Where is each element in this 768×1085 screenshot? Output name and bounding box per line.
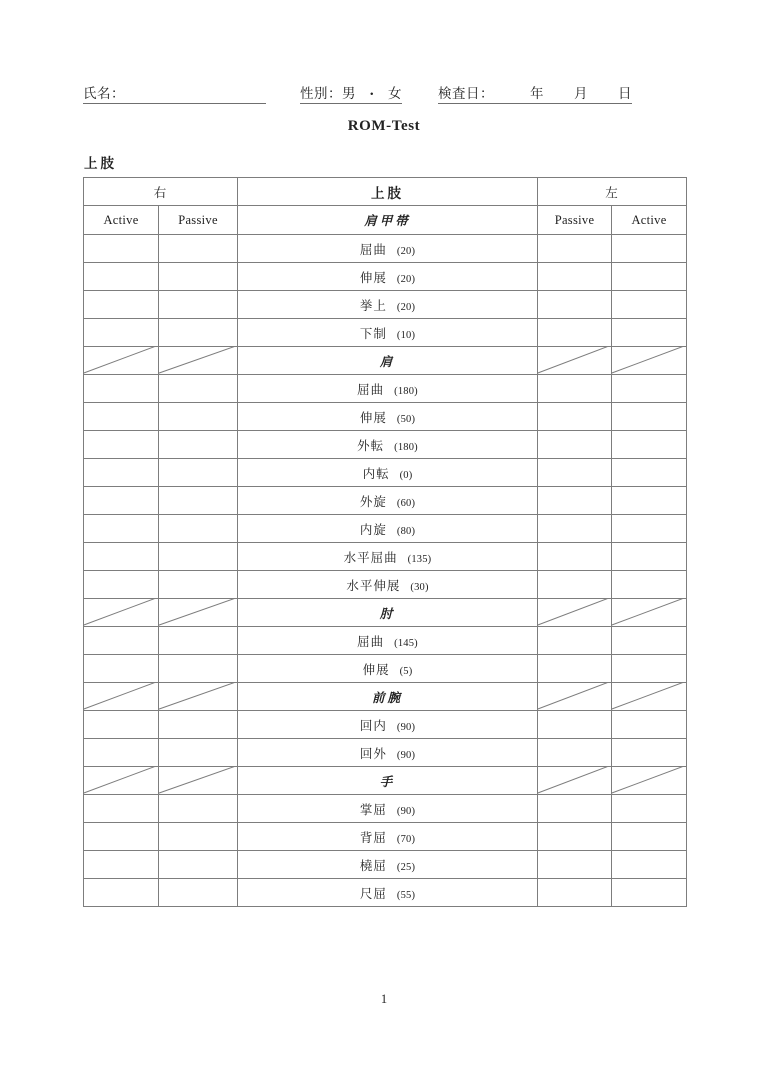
exam-date-month-unit: 月 xyxy=(574,86,588,101)
input-right-active[interactable] xyxy=(84,543,159,571)
input-right-passive[interactable] xyxy=(159,319,238,347)
measurement-normal-value: (20) xyxy=(396,273,416,285)
input-left-passive[interactable] xyxy=(538,263,612,291)
input-left-active[interactable] xyxy=(612,487,687,515)
patient-sex-field[interactable] xyxy=(300,85,402,104)
table-row-measurement xyxy=(84,235,687,263)
measurement-normal-value: (20) xyxy=(396,301,416,313)
measurement-normal-value: (80) xyxy=(396,525,416,537)
exam-date-day-unit: 日 xyxy=(618,86,632,101)
table-row-measurement xyxy=(84,431,687,459)
input-left-active[interactable] xyxy=(612,375,687,403)
measurement-normal-value: (20) xyxy=(396,245,416,257)
input-right-passive[interactable] xyxy=(159,795,238,823)
input-left-active[interactable] xyxy=(612,459,687,487)
body-region-label: 上肢 xyxy=(84,156,117,172)
input-left-active[interactable] xyxy=(612,627,687,655)
input-left-active[interactable] xyxy=(612,739,687,767)
measurement-name: 回内 xyxy=(359,718,387,733)
measurement-label xyxy=(238,375,538,403)
section-blank-left-passive xyxy=(538,767,612,795)
measurement-normal-value: (5) xyxy=(399,665,413,677)
exam-date-year-unit: 年 xyxy=(530,86,544,101)
input-right-active[interactable] xyxy=(84,487,159,515)
measurement-normal-value: (30) xyxy=(410,581,429,593)
input-left-active[interactable] xyxy=(612,851,687,879)
measurement-name: 内転 xyxy=(362,466,390,481)
table-head-column-row xyxy=(84,206,687,235)
measurement-normal-value: (0) xyxy=(399,469,413,481)
input-right-active[interactable] xyxy=(84,711,159,739)
exam-date-field[interactable] xyxy=(438,85,632,104)
header-side-right: 右 xyxy=(84,178,238,206)
table-row-measurement xyxy=(84,459,687,487)
input-right-passive[interactable] xyxy=(159,571,238,599)
input-right-active[interactable] xyxy=(84,459,159,487)
measurement-name: 伸展 xyxy=(362,662,390,677)
section-blank-left-active xyxy=(612,767,687,795)
section-blank-right-active xyxy=(84,767,159,795)
input-right-passive[interactable] xyxy=(159,263,238,291)
input-left-passive[interactable] xyxy=(538,403,612,431)
input-right-active[interactable] xyxy=(84,263,159,291)
section-header-name: 手 xyxy=(238,767,538,795)
table-row-measurement xyxy=(84,515,687,543)
input-left-passive[interactable] xyxy=(538,319,612,347)
section-blank-left-active xyxy=(612,683,687,711)
input-right-passive[interactable] xyxy=(159,879,238,907)
input-right-active[interactable] xyxy=(84,235,159,263)
column-header-right-passive: Passive xyxy=(159,206,238,235)
measurement-label xyxy=(238,543,538,571)
measurement-normal-value: (180) xyxy=(394,385,418,397)
header-body-part: 上肢 xyxy=(238,178,538,206)
measurement-label xyxy=(238,515,538,543)
input-right-active[interactable] xyxy=(84,571,159,599)
measurement-label xyxy=(238,851,538,879)
measurement-name: 回外 xyxy=(359,746,387,761)
table-row-measurement xyxy=(84,319,687,347)
sex-separator: ・ xyxy=(365,87,379,102)
input-left-passive[interactable] xyxy=(538,571,612,599)
input-right-active[interactable] xyxy=(84,403,159,431)
measurement-normal-value: (10) xyxy=(396,329,416,341)
measurement-label xyxy=(238,459,538,487)
input-left-active[interactable] xyxy=(612,655,687,683)
table-row-measurement xyxy=(84,403,687,431)
page-number: 1 xyxy=(380,992,388,1006)
table-row-measurement xyxy=(84,795,687,823)
table-head-side-row xyxy=(84,178,687,206)
input-left-active[interactable] xyxy=(612,431,687,459)
input-left-passive[interactable] xyxy=(538,431,612,459)
table-row-section xyxy=(84,599,687,627)
measurement-name: 内旋 xyxy=(359,522,387,537)
section-blank-right-passive xyxy=(159,347,238,375)
input-left-passive[interactable] xyxy=(538,655,612,683)
measurement-normal-value: (90) xyxy=(396,749,416,761)
measurement-label xyxy=(238,879,538,907)
measurement-name: 橈屈 xyxy=(359,858,387,873)
input-left-active[interactable] xyxy=(612,795,687,823)
column-header-left-passive: Passive xyxy=(538,206,612,235)
input-right-active[interactable] xyxy=(84,823,159,851)
section-blank-left-passive xyxy=(538,347,612,375)
table-row-measurement xyxy=(84,291,687,319)
input-left-active[interactable] xyxy=(612,823,687,851)
section-header-name: 肩 xyxy=(238,347,538,375)
measurement-name: 屈曲 xyxy=(357,382,385,397)
input-right-active[interactable] xyxy=(84,319,159,347)
measurement-label xyxy=(238,627,538,655)
measurement-name: 伸展 xyxy=(359,410,387,425)
measurement-label xyxy=(238,571,538,599)
patient-name-label: 氏名： xyxy=(83,86,125,101)
input-left-passive[interactable] xyxy=(538,711,612,739)
measurement-label xyxy=(238,431,538,459)
measurement-normal-value: (60) xyxy=(396,497,416,509)
measurement-name: 外旋 xyxy=(359,494,387,509)
table-row-measurement xyxy=(84,739,687,767)
table-row-measurement xyxy=(84,487,687,515)
section-blank-right-passive xyxy=(159,599,238,627)
measurement-normal-value: (90) xyxy=(396,805,416,817)
input-left-active[interactable] xyxy=(612,235,687,263)
input-left-active[interactable] xyxy=(612,291,687,319)
measurement-name: 下制 xyxy=(359,326,387,341)
measurement-normal-value: (50) xyxy=(396,413,416,425)
input-left-passive[interactable] xyxy=(538,879,612,907)
input-left-passive[interactable] xyxy=(538,235,612,263)
rom-measurement-table xyxy=(83,177,687,907)
input-left-active[interactable] xyxy=(612,543,687,571)
measurement-label xyxy=(238,739,538,767)
input-right-passive[interactable] xyxy=(159,431,238,459)
input-right-passive[interactable] xyxy=(159,235,238,263)
input-right-passive[interactable] xyxy=(159,655,238,683)
measurement-normal-value: (55) xyxy=(396,889,416,901)
measurement-label xyxy=(238,235,538,263)
input-left-passive[interactable] xyxy=(538,543,612,571)
section-blank-right-passive xyxy=(159,767,238,795)
patient-sex-label: 性別： xyxy=(300,86,342,101)
measurement-name: 水平屈曲 xyxy=(343,550,398,565)
section-blank-right-active xyxy=(84,683,159,711)
section-blank-right-active xyxy=(84,347,159,375)
measurement-label xyxy=(238,291,538,319)
section-header-name: 肘 xyxy=(238,599,538,627)
table-row-measurement xyxy=(84,375,687,403)
rom-table-body xyxy=(84,178,687,907)
measurement-name: 伸展 xyxy=(359,270,387,285)
column-header-left-active: Active xyxy=(612,206,687,235)
table-row-measurement xyxy=(84,655,687,683)
measurement-name: 外転 xyxy=(357,438,385,453)
header-side-left: 左 xyxy=(538,178,687,206)
section-blank-left-active xyxy=(612,347,687,375)
column-header-right-active: Active xyxy=(84,206,159,235)
input-left-passive[interactable] xyxy=(538,291,612,319)
input-right-passive[interactable] xyxy=(159,627,238,655)
input-left-active[interactable] xyxy=(612,515,687,543)
section-header-name: 肩甲帯 xyxy=(238,206,538,235)
input-right-passive[interactable] xyxy=(159,711,238,739)
input-right-passive[interactable] xyxy=(159,515,238,543)
input-right-passive[interactable] xyxy=(159,739,238,767)
input-right-active[interactable] xyxy=(84,739,159,767)
input-left-active[interactable] xyxy=(612,879,687,907)
input-right-active[interactable] xyxy=(84,627,159,655)
input-left-passive[interactable] xyxy=(538,795,612,823)
measurement-label xyxy=(238,319,538,347)
section-blank-left-passive xyxy=(538,683,612,711)
input-left-passive[interactable] xyxy=(538,851,612,879)
measurement-normal-value: (180) xyxy=(394,441,418,453)
input-left-passive[interactable] xyxy=(538,487,612,515)
measurement-label xyxy=(238,711,538,739)
table-row-section xyxy=(84,347,687,375)
input-right-active[interactable] xyxy=(84,515,159,543)
input-right-active[interactable] xyxy=(84,879,159,907)
measurement-normal-value: (90) xyxy=(396,721,416,733)
measurement-name: 挙上 xyxy=(359,298,387,313)
table-row-measurement xyxy=(84,543,687,571)
input-left-active[interactable] xyxy=(612,263,687,291)
input-left-passive[interactable] xyxy=(538,515,612,543)
measurement-name: 尺屈 xyxy=(359,886,387,901)
table-row-measurement xyxy=(84,571,687,599)
input-left-passive[interactable] xyxy=(538,823,612,851)
input-right-active[interactable] xyxy=(84,431,159,459)
section-blank-left-passive xyxy=(538,599,612,627)
page-title: ROM-Test xyxy=(347,118,421,134)
measurement-label xyxy=(238,487,538,515)
input-left-active[interactable] xyxy=(612,319,687,347)
table-row-measurement xyxy=(84,627,687,655)
measurement-name: 屈曲 xyxy=(359,242,387,257)
sex-option-female[interactable]: 女 xyxy=(388,86,402,101)
table-row-measurement xyxy=(84,263,687,291)
exam-date-label: 検査日： xyxy=(438,86,494,101)
input-left-active[interactable] xyxy=(612,403,687,431)
measurement-normal-value: (70) xyxy=(396,833,416,845)
input-right-passive[interactable] xyxy=(159,459,238,487)
patient-name-field[interactable] xyxy=(83,85,266,104)
input-left-passive[interactable] xyxy=(538,739,612,767)
measurement-label xyxy=(238,795,538,823)
measurement-normal-value: (25) xyxy=(396,861,416,873)
measurement-normal-value: (135) xyxy=(407,553,432,565)
input-right-passive[interactable] xyxy=(159,543,238,571)
patient-identification-line xyxy=(83,82,687,104)
measurement-label xyxy=(238,823,538,851)
input-left-passive[interactable] xyxy=(538,375,612,403)
input-left-passive[interactable] xyxy=(538,627,612,655)
input-right-passive[interactable] xyxy=(159,291,238,319)
table-row-measurement xyxy=(84,879,687,907)
table-row-section xyxy=(84,683,687,711)
input-right-active[interactable] xyxy=(84,795,159,823)
input-right-active[interactable] xyxy=(84,291,159,319)
input-left-passive[interactable] xyxy=(538,459,612,487)
section-blank-right-active xyxy=(84,599,159,627)
measurement-name: 掌屈 xyxy=(359,802,387,817)
input-right-passive[interactable] xyxy=(159,403,238,431)
measurement-name: 屈曲 xyxy=(357,634,385,649)
table-row-measurement xyxy=(84,851,687,879)
input-left-active[interactable] xyxy=(612,711,687,739)
table-row-section xyxy=(84,767,687,795)
measurement-label xyxy=(238,655,538,683)
section-header-name: 前腕 xyxy=(238,683,538,711)
input-right-passive[interactable] xyxy=(159,487,238,515)
measurement-normal-value: (145) xyxy=(394,637,418,649)
input-right-passive[interactable] xyxy=(159,851,238,879)
input-right-active[interactable] xyxy=(84,655,159,683)
measurement-label xyxy=(238,263,538,291)
input-right-passive[interactable] xyxy=(159,375,238,403)
measurement-label xyxy=(238,403,538,431)
section-blank-right-passive xyxy=(159,683,238,711)
input-right-active[interactable] xyxy=(84,851,159,879)
table-row-measurement xyxy=(84,823,687,851)
measurement-name: 背屈 xyxy=(359,830,387,845)
input-right-active[interactable] xyxy=(84,375,159,403)
input-right-passive[interactable] xyxy=(159,823,238,851)
measurement-name: 水平伸展 xyxy=(346,578,401,593)
input-left-active[interactable] xyxy=(612,571,687,599)
sex-option-male[interactable]: 男 xyxy=(342,86,356,101)
table-row-measurement xyxy=(84,711,687,739)
section-blank-left-active xyxy=(612,599,687,627)
